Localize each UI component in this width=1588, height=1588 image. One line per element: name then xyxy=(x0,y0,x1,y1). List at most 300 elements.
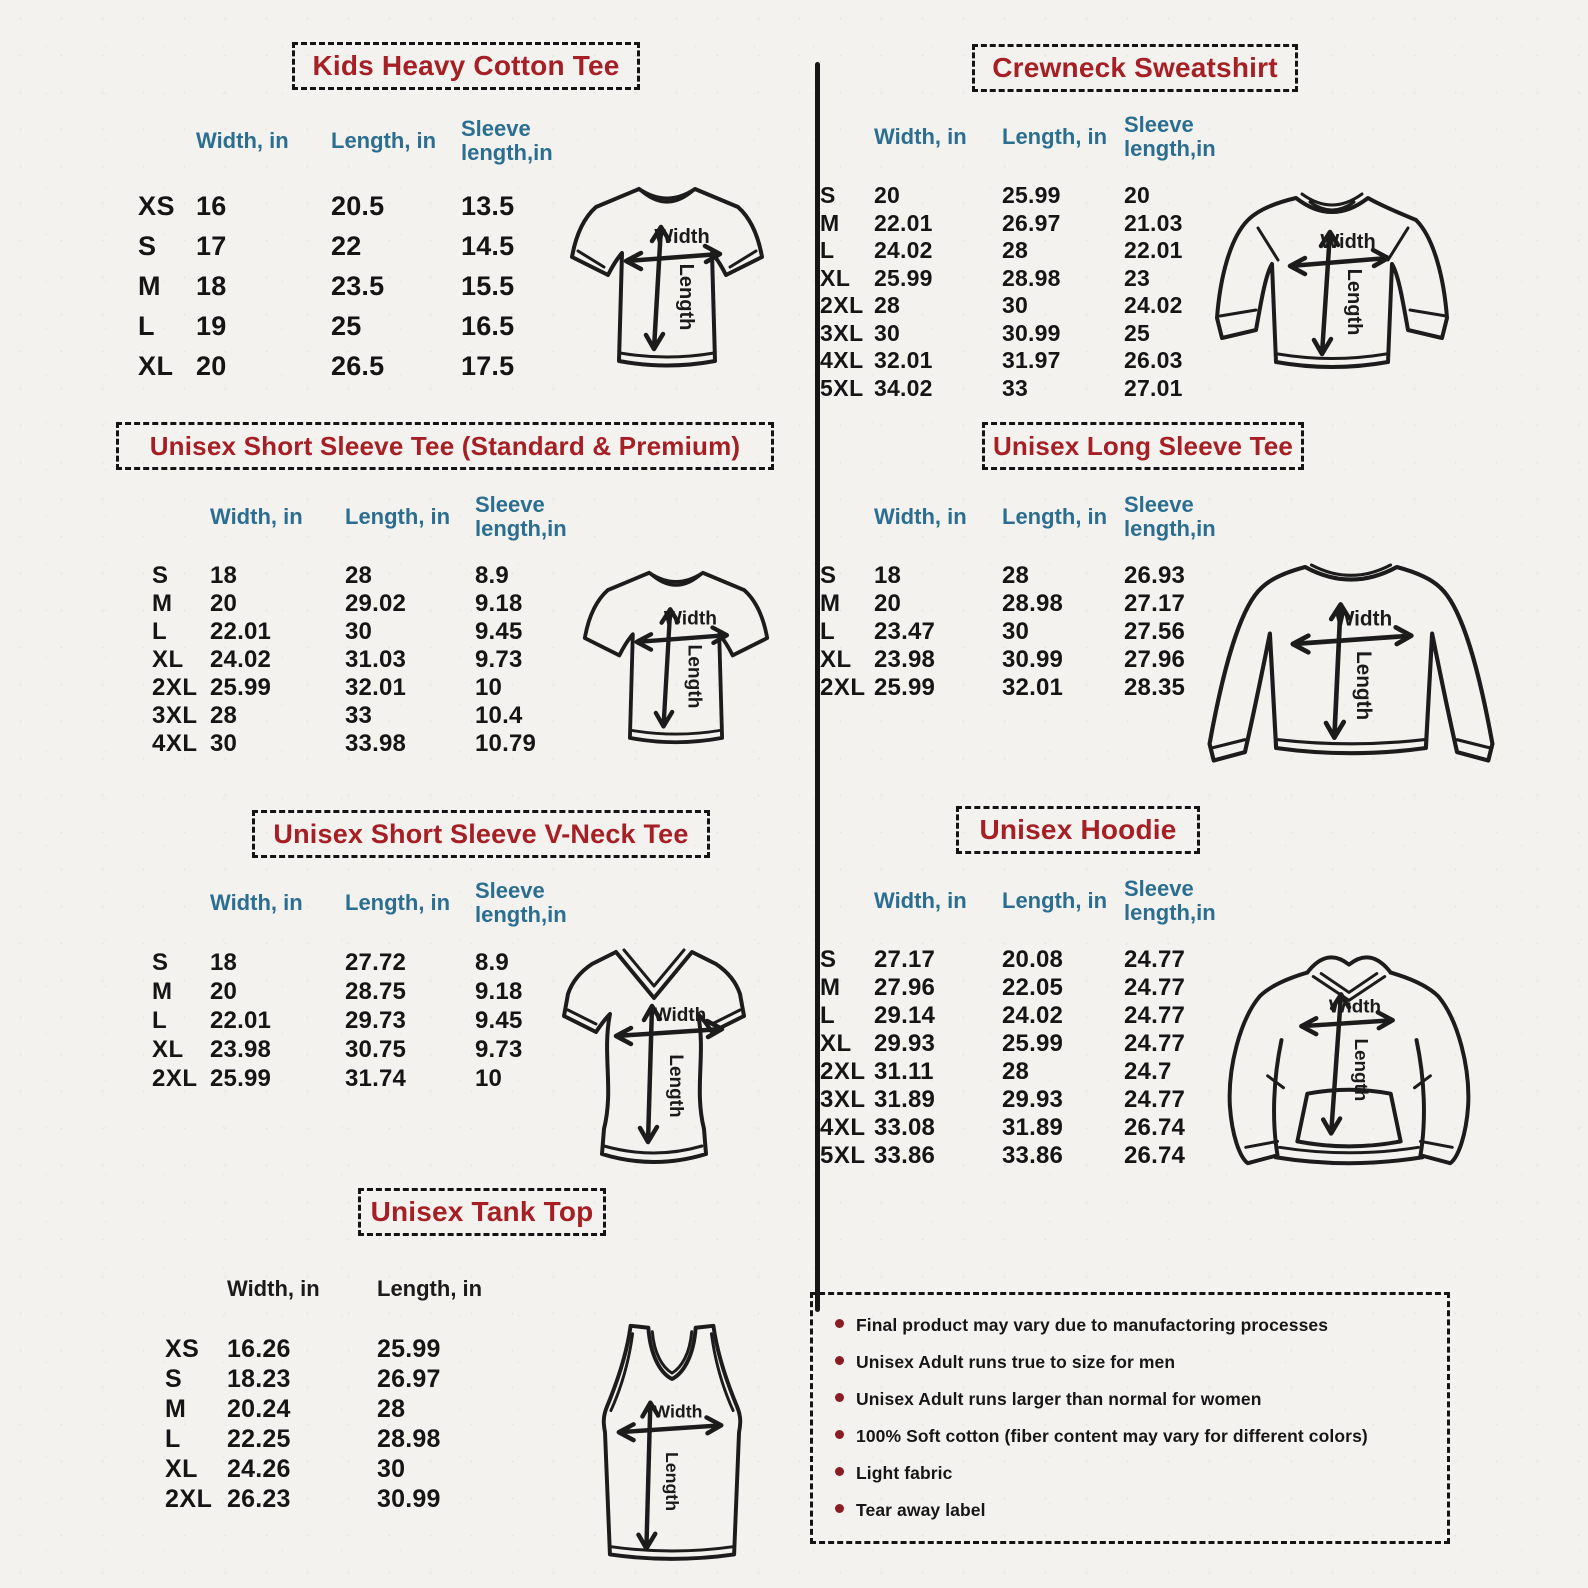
value-cell: 26.97 xyxy=(377,1364,441,1393)
size-cell: M xyxy=(820,209,840,236)
length-arrow-label: Length xyxy=(1352,650,1376,721)
size-cell: L xyxy=(138,310,155,341)
value-cell: 22.01 xyxy=(210,618,272,645)
value-cell: 19 xyxy=(196,310,227,341)
value-cell: 28 xyxy=(1002,562,1030,589)
bullet-icon xyxy=(835,1319,844,1328)
value-cell: 27.17 xyxy=(874,946,936,973)
table-row xyxy=(820,210,1240,238)
table-row xyxy=(820,974,1240,1002)
size-cell: 2XL xyxy=(152,674,198,701)
value-cell: 17.5 xyxy=(461,350,515,381)
column-header: Length, in xyxy=(345,504,451,530)
note-item xyxy=(835,1389,1425,1410)
value-cell: 22.01 xyxy=(210,1006,272,1034)
tank-top-illustration xyxy=(590,1312,756,1584)
longsleeve-illustration xyxy=(1182,540,1520,800)
value-cell: 18 xyxy=(210,948,238,976)
width-arrow xyxy=(1290,250,1388,274)
width-arrow-label: Width xyxy=(653,1401,703,1422)
column-header: Width, in xyxy=(210,890,303,916)
note-text: Unisex Adult runs true to size for men xyxy=(856,1352,1176,1372)
note-text: Tear away label xyxy=(856,1500,986,1520)
size-cell: XS xyxy=(138,190,176,221)
size-cell: XS xyxy=(165,1334,200,1363)
size-cell: XL xyxy=(820,646,852,673)
table-row xyxy=(820,1030,1240,1058)
value-cell: 24.77 xyxy=(1124,1002,1186,1029)
table-header-row xyxy=(152,486,598,548)
value-cell: 20.5 xyxy=(331,190,385,221)
section-title-text: Crewneck Sweatshirt xyxy=(992,52,1278,83)
width-arrow-label: Width xyxy=(663,608,717,630)
value-cell: 25 xyxy=(331,310,362,341)
bullet-icon xyxy=(835,1504,844,1513)
table-row xyxy=(152,674,598,702)
table-row xyxy=(138,346,584,386)
size-cell: M xyxy=(138,270,161,301)
table-row xyxy=(152,730,598,758)
column-header: Length, in xyxy=(1002,504,1108,530)
table-row xyxy=(165,1424,517,1454)
width-arrow-label: Width xyxy=(1334,607,1393,631)
value-cell: 24.26 xyxy=(227,1454,291,1483)
value-cell: 8.9 xyxy=(475,562,509,589)
table-row xyxy=(152,1035,598,1064)
value-cell: 27.17 xyxy=(1124,590,1186,617)
table-row xyxy=(820,1002,1240,1030)
section-title-text: Kids Heavy Cotton Tee xyxy=(312,50,620,81)
table-row xyxy=(820,590,1240,618)
width-arrow xyxy=(1293,627,1412,652)
note-text: Light fabric xyxy=(856,1463,953,1483)
table-header-row xyxy=(820,486,1240,548)
table-row xyxy=(152,1064,598,1093)
notes-box xyxy=(810,1292,1450,1544)
value-cell: 32.01 xyxy=(345,674,407,701)
column-header: Length, in xyxy=(331,128,437,154)
value-cell: 30 xyxy=(1002,618,1030,645)
value-cell: 25.99 xyxy=(210,1064,272,1092)
width-arrow xyxy=(637,628,727,650)
size-cell: 5XL xyxy=(820,1142,866,1169)
column-header: Width, in xyxy=(874,888,967,914)
section-title-hoodie xyxy=(956,806,1200,854)
value-cell: 25 xyxy=(1124,319,1150,346)
table-row xyxy=(138,186,584,226)
size-cell: S xyxy=(820,946,837,973)
value-cell: 24.02 xyxy=(210,646,272,673)
section-title-text: Unisex Hoodie xyxy=(979,814,1177,845)
column-header: Sleeve length,in xyxy=(475,878,567,927)
length-arrow-label: Length xyxy=(683,644,705,709)
value-cell: 24.77 xyxy=(1124,1086,1186,1113)
table-row xyxy=(152,618,598,646)
value-cell: 10 xyxy=(475,674,503,701)
size-cell: XL xyxy=(138,350,174,381)
size-cell: XL xyxy=(820,1030,852,1057)
value-cell: 28 xyxy=(874,292,900,319)
table-row xyxy=(165,1334,517,1364)
value-cell: 28 xyxy=(377,1394,406,1423)
section-title-crewneck xyxy=(972,44,1298,92)
value-cell: 23.98 xyxy=(874,646,936,673)
value-cell: 32.01 xyxy=(1002,674,1064,701)
value-cell: 27.96 xyxy=(874,974,936,1001)
size-cell: S xyxy=(138,230,157,261)
value-cell: 25.99 xyxy=(377,1334,441,1363)
value-cell: 20 xyxy=(874,182,900,209)
size-table-tank-top xyxy=(165,1258,517,1514)
value-cell: 28.75 xyxy=(345,977,407,1005)
bullet-icon xyxy=(835,1430,844,1439)
size-cell: 2XL xyxy=(152,1064,198,1092)
table-row xyxy=(165,1394,517,1424)
column-header: Width, in xyxy=(227,1276,320,1302)
value-cell: 30 xyxy=(345,618,373,645)
value-cell: 10.79 xyxy=(475,730,537,757)
table-header-row xyxy=(152,872,598,934)
column-header: Length, in xyxy=(345,890,451,916)
table-row xyxy=(820,237,1240,265)
section-title-standard-tee xyxy=(116,422,774,470)
column-header: Sleeve length,in xyxy=(1124,112,1216,161)
value-cell: 29.73 xyxy=(345,1006,407,1034)
table-row xyxy=(152,702,598,730)
column-header: Sleeve length,in xyxy=(475,492,567,541)
size-cell: S xyxy=(820,182,836,209)
value-cell: 25.99 xyxy=(874,674,936,701)
length-arrow-label: Length xyxy=(1343,268,1365,336)
value-cell: 25.99 xyxy=(1002,1030,1064,1057)
section-title-vneck-tee xyxy=(252,810,710,858)
value-cell: 24.02 xyxy=(874,237,933,264)
size-cell: 3XL xyxy=(820,1086,866,1113)
value-cell: 15.5 xyxy=(461,270,515,301)
value-cell: 9.18 xyxy=(475,590,523,617)
table-row xyxy=(820,1114,1240,1142)
value-cell: 30.75 xyxy=(345,1035,407,1063)
value-cell: 24.77 xyxy=(1124,974,1186,1001)
value-cell: 29.14 xyxy=(874,1002,936,1029)
column-header: Length, in xyxy=(377,1276,483,1302)
size-cell: 3XL xyxy=(152,702,198,729)
table-row xyxy=(820,562,1240,590)
size-table-hoodie xyxy=(820,870,1240,1170)
value-cell: 31.89 xyxy=(874,1086,936,1113)
value-cell: 25.99 xyxy=(874,264,933,291)
table-row xyxy=(820,1142,1240,1170)
column-header: Width, in xyxy=(874,504,967,530)
column-header: Length, in xyxy=(1002,888,1108,914)
value-cell: 13.5 xyxy=(461,190,515,221)
value-cell: 28 xyxy=(210,702,238,729)
table-row xyxy=(820,1058,1240,1086)
table-row xyxy=(820,1086,1240,1114)
section-title-tank-top xyxy=(358,1188,606,1236)
value-cell: 33.98 xyxy=(345,730,407,757)
width-arrow-label: Width xyxy=(1320,231,1376,253)
section-title-kids-tee xyxy=(292,42,640,90)
table-header-row xyxy=(820,870,1240,932)
value-cell: 24.77 xyxy=(1124,946,1186,973)
section-title-longsleeve xyxy=(982,422,1304,470)
value-cell: 26.03 xyxy=(1124,347,1183,374)
section-title-text: Unisex Tank Top xyxy=(370,1196,594,1227)
value-cell: 33 xyxy=(1002,374,1028,401)
table-row xyxy=(820,320,1240,348)
value-cell: 27.56 xyxy=(1124,618,1186,645)
note-item xyxy=(835,1426,1425,1447)
value-cell: 31.03 xyxy=(345,646,407,673)
value-cell: 18 xyxy=(874,562,902,589)
value-cell: 9.73 xyxy=(475,1035,523,1063)
value-cell: 26.93 xyxy=(1124,562,1186,589)
length-arrow-label: Length xyxy=(662,1451,683,1512)
value-cell: 20 xyxy=(196,350,227,381)
size-table-standard-tee xyxy=(152,486,598,758)
value-cell: 32.01 xyxy=(874,347,933,374)
length-arrow-label: Length xyxy=(1350,1038,1372,1102)
value-cell: 9.18 xyxy=(475,977,523,1005)
value-cell: 20 xyxy=(210,977,238,1005)
section-title-text: Unisex Short Sleeve V-Neck Tee xyxy=(273,818,689,849)
value-cell: 30 xyxy=(377,1454,406,1483)
value-cell: 8.9 xyxy=(475,948,509,976)
size-table-longsleeve xyxy=(820,486,1240,702)
value-cell: 30 xyxy=(210,730,238,757)
value-cell: 22.01 xyxy=(874,209,933,236)
value-cell: 9.73 xyxy=(475,646,523,673)
value-cell: 26.97 xyxy=(1002,209,1061,236)
size-table-crewneck xyxy=(820,106,1240,402)
size-cell: S xyxy=(152,948,169,976)
value-cell: 20 xyxy=(874,590,902,617)
table-row xyxy=(820,646,1240,674)
value-cell: 28.98 xyxy=(377,1424,441,1453)
column-header: Width, in xyxy=(210,504,303,530)
bullet-icon xyxy=(835,1393,844,1402)
table-row xyxy=(152,646,598,674)
table-row xyxy=(152,590,598,618)
length-arrow xyxy=(639,1403,659,1549)
table-header-row xyxy=(820,106,1240,168)
value-cell: 14.5 xyxy=(461,230,515,261)
size-cell: XL xyxy=(152,646,184,673)
table-row xyxy=(138,306,584,346)
size-cell: M xyxy=(152,590,173,617)
table-row xyxy=(820,347,1240,375)
note-text: Unisex Adult runs larger than normal for women xyxy=(856,1389,1262,1409)
section-title-text: Unisex Long Sleeve Tee xyxy=(992,430,1294,461)
size-cell: 2XL xyxy=(165,1484,213,1513)
note-item xyxy=(835,1463,1425,1484)
value-cell: 16.5 xyxy=(461,310,515,341)
table-header-row xyxy=(138,110,584,172)
size-cell: L xyxy=(820,237,835,264)
length-arrow-label: Length xyxy=(665,1054,686,1118)
value-cell: 17 xyxy=(196,230,227,261)
value-cell: 18 xyxy=(210,562,238,589)
value-cell: 28.98 xyxy=(1002,264,1061,291)
size-cell: XL xyxy=(820,264,851,291)
section-title-text: Unisex Short Sleeve Tee (Standard & Premium) xyxy=(149,430,741,461)
value-cell: 30.99 xyxy=(377,1484,441,1513)
value-cell: 16 xyxy=(196,190,227,221)
table-row xyxy=(165,1364,517,1394)
bullet-icon xyxy=(835,1467,844,1476)
value-cell: 16.26 xyxy=(227,1334,291,1363)
crewneck-illustration xyxy=(1202,166,1464,416)
value-cell: 26.23 xyxy=(227,1484,291,1513)
size-cell: S xyxy=(152,562,169,589)
value-cell: 9.45 xyxy=(475,1006,523,1034)
note-text: 100% Soft cotton (fiber content may vary for different colors) xyxy=(856,1426,1368,1446)
table-row xyxy=(152,948,598,977)
size-cell: L xyxy=(820,1002,836,1029)
value-cell: 22.01 xyxy=(1124,237,1183,264)
value-cell: 10 xyxy=(475,1064,503,1092)
column-header: Sleeve length,in xyxy=(461,116,553,165)
value-cell: 33.86 xyxy=(1002,1142,1064,1169)
value-cell: 31.11 xyxy=(874,1058,934,1085)
value-cell: 28.35 xyxy=(1124,674,1186,701)
column-header: Width, in xyxy=(196,128,289,154)
value-cell: 9.45 xyxy=(475,618,523,645)
length-arrow-label: Length xyxy=(675,263,697,331)
note-text: Final product may vary due to manufactoring processes xyxy=(856,1315,1329,1335)
table-row xyxy=(165,1454,517,1484)
width-arrow xyxy=(626,246,720,269)
value-cell: 20.08 xyxy=(1002,946,1064,973)
value-cell: 22 xyxy=(331,230,362,261)
tshirt-illustration-kids xyxy=(542,163,792,405)
value-cell: 23 xyxy=(1124,264,1150,291)
column-header: Length, in xyxy=(1002,124,1108,150)
value-cell: 20.24 xyxy=(227,1394,291,1423)
table-row xyxy=(138,266,584,306)
value-cell: 26.74 xyxy=(1124,1142,1186,1169)
value-cell: 22.25 xyxy=(227,1424,291,1453)
value-cell: 31.97 xyxy=(1002,347,1061,374)
size-cell: XL xyxy=(152,1035,184,1063)
table-row xyxy=(152,977,598,1006)
value-cell: 29.93 xyxy=(874,1030,936,1057)
size-cell: 2XL xyxy=(820,292,864,319)
size-cell: XL xyxy=(165,1454,198,1483)
value-cell: 27.72 xyxy=(345,948,407,976)
hoodie-illustration xyxy=(1210,928,1488,1178)
table-row xyxy=(820,674,1240,702)
value-cell: 30.99 xyxy=(1002,319,1061,346)
bullet-icon xyxy=(835,1356,844,1365)
size-cell: 4XL xyxy=(820,347,864,374)
tshirt-illustration-standard xyxy=(556,546,796,782)
value-cell: 28 xyxy=(1002,1058,1030,1085)
value-cell: 23.5 xyxy=(331,270,385,301)
size-cell: 4XL xyxy=(152,730,198,757)
table-row xyxy=(152,1006,598,1035)
table-row xyxy=(820,182,1240,210)
value-cell: 18.23 xyxy=(227,1364,291,1393)
value-cell: 29.02 xyxy=(345,590,407,617)
value-cell: 21.03 xyxy=(1124,209,1183,236)
value-cell: 24.7 xyxy=(1124,1058,1172,1085)
size-cell: M xyxy=(820,974,841,1001)
size-cell: 2XL xyxy=(820,674,866,701)
value-cell: 20 xyxy=(210,590,238,617)
value-cell: 22.05 xyxy=(1002,974,1064,1001)
size-cell: 3XL xyxy=(820,319,864,346)
column-header: Width, in xyxy=(874,124,967,150)
size-cell: M xyxy=(165,1394,187,1423)
table-row xyxy=(165,1484,517,1514)
value-cell: 10.4 xyxy=(475,702,523,729)
size-cell: M xyxy=(820,590,841,617)
value-cell: 33 xyxy=(345,702,373,729)
size-cell: M xyxy=(152,977,173,1005)
value-cell: 30 xyxy=(874,319,900,346)
note-item xyxy=(835,1500,1425,1521)
value-cell: 27.96 xyxy=(1124,646,1186,673)
value-cell: 18 xyxy=(196,270,227,301)
table-row xyxy=(820,375,1240,403)
value-cell: 33.86 xyxy=(874,1142,936,1169)
size-table-kids-tee xyxy=(138,110,584,386)
table-row xyxy=(152,562,598,590)
value-cell: 30 xyxy=(1002,292,1028,319)
size-table-vneck-tee xyxy=(152,872,598,1093)
value-cell: 20 xyxy=(1124,182,1150,209)
width-arrow-label: Width xyxy=(653,1005,707,1026)
length-arrow xyxy=(640,1006,660,1142)
size-cell: S xyxy=(165,1364,183,1393)
width-arrow-label: Width xyxy=(654,226,710,248)
value-cell: 24.02 xyxy=(1124,292,1183,319)
width-arrow-label: Width xyxy=(1328,995,1382,1017)
size-cell: 2XL xyxy=(820,1058,866,1085)
value-cell: 28.98 xyxy=(1002,590,1064,617)
value-cell: 23.98 xyxy=(210,1035,272,1063)
value-cell: 23.47 xyxy=(874,618,936,645)
column-header: Sleeve length,in xyxy=(1124,876,1216,925)
table-row xyxy=(820,618,1240,646)
size-cell: 5XL xyxy=(820,374,864,401)
table-row xyxy=(820,292,1240,320)
value-cell: 24.02 xyxy=(1002,1002,1064,1029)
value-cell: 30.99 xyxy=(1002,646,1064,673)
value-cell: 24.77 xyxy=(1124,1030,1186,1057)
value-cell: 31.89 xyxy=(1002,1114,1064,1141)
value-cell: 25.99 xyxy=(210,674,272,701)
size-cell: L xyxy=(152,1006,168,1034)
note-item xyxy=(835,1352,1425,1373)
value-cell: 33.08 xyxy=(874,1114,936,1141)
table-row xyxy=(138,226,584,266)
value-cell: 26.5 xyxy=(331,350,385,381)
table-row xyxy=(820,265,1240,293)
value-cell: 34.02 xyxy=(874,374,933,401)
value-cell: 31.74 xyxy=(345,1064,407,1092)
value-cell: 29.93 xyxy=(1002,1086,1064,1113)
size-cell: 4XL xyxy=(820,1114,866,1141)
value-cell: 25.99 xyxy=(1002,182,1061,209)
value-cell: 27.01 xyxy=(1124,374,1183,401)
table-header-row xyxy=(165,1258,517,1320)
size-cell: L xyxy=(820,618,836,645)
value-cell: 28 xyxy=(345,562,373,589)
vneck-illustration xyxy=(552,924,757,1180)
